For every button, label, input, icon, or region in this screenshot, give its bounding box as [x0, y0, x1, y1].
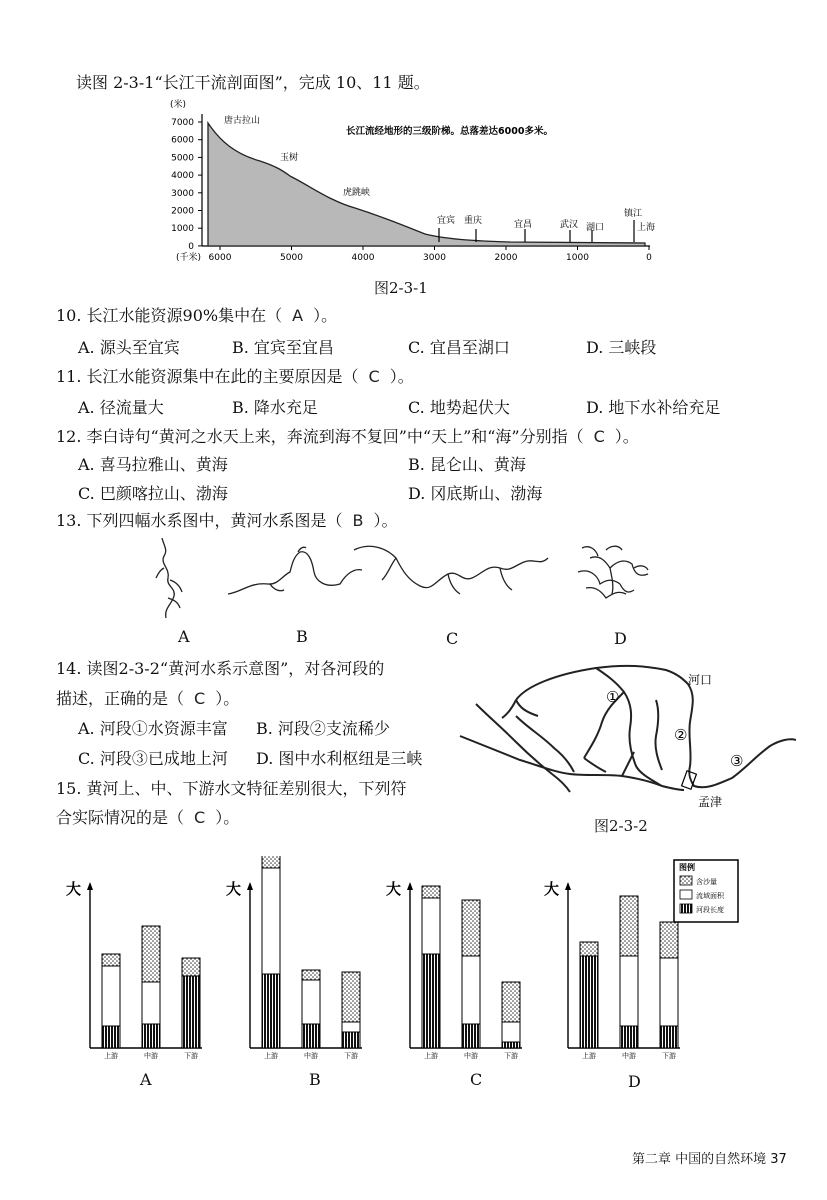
- place-yushu: 玉树: [280, 153, 299, 163]
- place-hekou: 河口: [688, 673, 713, 687]
- q11-option-c: C. 地势起伏大: [408, 398, 510, 417]
- profile-y-tick-label: 3000: [171, 188, 194, 199]
- chart-y-label: 大: [386, 880, 402, 898]
- profile-y-ticks: [171, 118, 202, 252]
- chart-group-label: 上游: [424, 1052, 438, 1060]
- bar-sediment: [580, 942, 598, 956]
- page-footer: 第二章 中国的自然环境 37: [632, 1152, 787, 1167]
- legend-length: 河段长度: [696, 906, 724, 914]
- q11-answer: C: [368, 367, 380, 386]
- chart-y-label: 大: [544, 880, 560, 898]
- q10-option-a: A. 源头至宜宾: [78, 338, 180, 357]
- chart-group-label: 上游: [104, 1052, 118, 1060]
- q15-stem-line2: 合实际情况的是（ C ）。: [56, 808, 240, 827]
- q10-option-c: C. 宜昌至湖口: [408, 338, 510, 357]
- place-zhenjiang: 镇江: [624, 209, 643, 219]
- profile-x-tick-label: 1000: [566, 253, 589, 263]
- chart-y-axis-arrow: [247, 882, 253, 890]
- bar-sediment: [102, 954, 120, 966]
- q10-stem: 10. 长江水能资源90%集中在（ A ）。: [56, 306, 338, 325]
- chart-group-label: 下游: [662, 1052, 676, 1060]
- chart-label-d: D: [628, 1072, 641, 1091]
- q10-option-b: B. 宜宾至宜昌: [232, 338, 334, 357]
- q12-answer: C: [593, 427, 605, 446]
- chart-group-label: 下游: [184, 1052, 198, 1060]
- chart-label-b: B: [309, 1070, 321, 1089]
- yellow-river-map: [456, 656, 796, 826]
- bar-river-length: [580, 956, 598, 1048]
- place-mengjin: 孟津: [698, 795, 723, 809]
- segment-label-3: ③: [730, 752, 744, 770]
- q14-answer: C: [194, 689, 206, 708]
- place-hutiaoxia: 虎跳峡: [343, 188, 371, 198]
- bar-basin-area: [620, 956, 638, 1026]
- profile-y-tick-label: 6000: [171, 135, 194, 146]
- chart-y-axis-arrow: [87, 882, 93, 890]
- q15-answer: C: [194, 808, 206, 827]
- q11-option-d: D. 地下水补给充足: [586, 398, 721, 417]
- river-system-sketches: [150, 528, 670, 628]
- chart-group-label: 上游: [264, 1052, 278, 1060]
- bar-river-length: [102, 1026, 120, 1048]
- place-wuhan: 武汉: [560, 220, 579, 230]
- profile-x-tick-label: 0: [646, 253, 652, 263]
- chart-group-label: 下游: [504, 1052, 518, 1060]
- sketch-label-d: D: [614, 629, 627, 648]
- bar-river-length: [302, 1024, 320, 1048]
- q11-option-a: A. 径流量大: [78, 398, 164, 417]
- q15-stem-line1: 15. 黄河上、中、下游水文特征差别很大，下列符: [56, 779, 407, 798]
- sketch-label-b: B: [296, 627, 308, 646]
- chart-group-label: 中游: [464, 1052, 478, 1060]
- legend-sediment: 含沙量: [696, 878, 717, 886]
- legend-swatch-sediment: [680, 876, 692, 885]
- q12-option-c: C. 巴颜喀拉山、渤海: [78, 484, 228, 503]
- bar-basin-area: [302, 980, 320, 1024]
- q14-option-c: C. 河段③已成地上河: [78, 749, 228, 768]
- profile-x-tick-label: 5000: [280, 253, 303, 263]
- q12-option-a: A. 喜马拉雅山、黄海: [78, 455, 228, 474]
- q14-stem-line1: 14. 读图2-3-2“黄河水系示意图”，对各河段的: [56, 659, 385, 678]
- bar-sediment: [660, 922, 678, 958]
- profile-x-tick-label: 6000: [208, 253, 232, 263]
- q12-option-d: D. 冈底斯山、渤海: [408, 484, 543, 503]
- bar-river-length: [502, 1042, 520, 1048]
- bar-sediment: [302, 970, 320, 980]
- profile-x-tick-label: 3000: [423, 253, 446, 263]
- bar-river-length: [660, 1026, 678, 1048]
- bar-basin-area: [502, 1022, 520, 1042]
- q12-option-b: B. 昆仑山、黄海: [408, 455, 526, 474]
- chart-legend: [674, 860, 738, 922]
- place-yibin: 宜宾: [437, 216, 456, 226]
- profile-y-unit: (米): [170, 100, 187, 110]
- bar-basin-area: [102, 966, 120, 1026]
- bar-sediment: [262, 856, 280, 868]
- sketch-c: [354, 546, 548, 587]
- place-hukou: 湖口: [586, 223, 605, 233]
- segment-label-1: ①: [606, 688, 620, 706]
- chart-y-label: 大: [226, 880, 242, 898]
- place-tanggula: 唐古拉山: [224, 116, 261, 126]
- legend-title: 图例: [679, 863, 695, 872]
- bar-sediment: [342, 972, 360, 1022]
- q13-answer: B: [352, 511, 364, 530]
- q15-bar-charts: [60, 856, 740, 1096]
- q10-option-d: D. 三峡段: [586, 338, 657, 357]
- bar-basin-area: [262, 868, 280, 974]
- q14-option-d: D. 图中水利枢纽是三峡: [256, 749, 423, 768]
- profile-x-unit: (千米): [176, 253, 202, 263]
- sketch-label-c: C: [446, 629, 459, 648]
- chart-y-axis-arrow: [565, 882, 571, 890]
- profile-y-tick-label: 5000: [171, 153, 194, 164]
- profile-y-tick-label: 2000: [171, 206, 194, 217]
- intro-text: 读图 2-3-1“长江干流剖面图”，完成 10、11 题。: [76, 73, 430, 92]
- chart-group-label: 中游: [304, 1052, 318, 1060]
- q14-option-a: A. 河段①水资源丰富: [78, 719, 228, 738]
- chart-label-a: A: [140, 1070, 152, 1089]
- q11-option-b: B. 降水充足: [232, 398, 318, 417]
- bar-river-length: [342, 1032, 360, 1048]
- chart-label-c: C: [470, 1070, 483, 1089]
- bar-basin-area: [660, 958, 678, 1026]
- q11-stem: 11. 长江水能资源集中在此的主要原因是（ C ）。: [56, 367, 414, 386]
- profile-y-tick-label: 1000: [171, 224, 194, 235]
- profile-terrain: [208, 123, 645, 246]
- bar-sediment: [182, 958, 200, 976]
- segment-label-2: ②: [674, 726, 688, 744]
- bar-sediment: [142, 926, 160, 982]
- bar-sediment: [462, 900, 480, 956]
- bar-river-length: [620, 1026, 638, 1048]
- chart-group-label: 中游: [144, 1052, 158, 1060]
- profile-x-ticks: [209, 246, 653, 263]
- chart-y-label: 大: [66, 880, 82, 898]
- q14-stem-line2: 描述，正确的是（ C ）。: [56, 689, 240, 708]
- chart-group-label: 中游: [622, 1052, 636, 1060]
- bar-river-length: [262, 974, 280, 1048]
- profile-y-tick-label: 4000: [171, 171, 194, 182]
- legend-swatch-length: [680, 904, 692, 913]
- q14-option-b: B. 河段②支流稀少: [256, 719, 390, 738]
- profile-caption: 图2-3-1: [374, 279, 428, 297]
- place-chongqing: 重庆: [464, 216, 483, 226]
- profile-y-tick-label: 7000: [171, 118, 194, 128]
- place-shanghai: 上海: [637, 223, 656, 233]
- bar-sediment: [502, 982, 520, 1022]
- q10-answer: A: [292, 306, 304, 325]
- profile-y-tick-label: 0: [188, 241, 194, 252]
- map-caption: 图2-3-2: [594, 817, 648, 835]
- chart-group-label: 上游: [582, 1052, 596, 1060]
- q13-stem: 13. 下列四幅水系图中，黄河水系图是（ B ）。: [56, 511, 398, 530]
- yangtze-profile-figure: [150, 96, 670, 271]
- sketch-label-a: A: [178, 627, 190, 646]
- bar-sediment: [620, 896, 638, 956]
- legend-swatch-area: [680, 890, 692, 899]
- bar-river-length: [182, 976, 200, 1048]
- profile-x-tick-label: 2000: [494, 253, 518, 263]
- bar-river-length: [422, 954, 440, 1048]
- bar-river-length: [462, 1024, 480, 1048]
- sketch-a: [162, 538, 174, 618]
- profile-note: 长江流经地形的三级阶梯。总落差达6000多米。: [346, 126, 553, 137]
- bar-basin-area: [462, 956, 480, 1024]
- bar-basin-area: [422, 898, 440, 954]
- bar-river-length: [142, 1024, 160, 1048]
- chart-group-label: 下游: [344, 1052, 358, 1060]
- yellow-river-main: [516, 666, 796, 787]
- chart-y-axis-arrow: [407, 882, 413, 890]
- bar-sediment: [422, 886, 440, 898]
- bar-basin-area: [142, 982, 160, 1024]
- sketch-b: [228, 552, 362, 594]
- legend-area: 流域面积: [696, 892, 724, 900]
- chart-panels: [66, 856, 680, 1060]
- profile-x-tick-label: 4000: [351, 253, 375, 263]
- place-yichang: 宜昌: [514, 220, 533, 230]
- q12-stem: 12. 李白诗句“黄河之水天上来，奔流到海不复回”中“天上”和“海”分别指（ C ）。: [56, 427, 639, 446]
- bar-basin-area: [342, 1022, 360, 1032]
